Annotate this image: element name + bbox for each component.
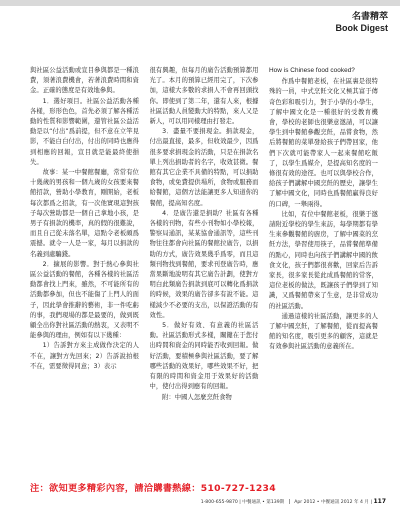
paragraph: 附：中國人怎麼烹飪食物 (162, 393, 232, 401)
hotline-notice: 注：欲知更多精彩內容，請洽購書熱線：510-727-1234 (30, 483, 276, 494)
text-column-2 (150, 66, 259, 439)
article-body (30, 66, 378, 439)
paragraph: 與社區公益活動或宣目參與都是一種浪費，須著浪費機會，若著浪費時間和資金。正確的態度是有效地參與。 (30, 67, 139, 95)
paragraph: 1）告訴對方來主成做作決定的人不在，讓對方先回來；2）告訴說拍根不在，需要徵得同意；3）表示 (30, 342, 139, 370)
paragraph: 4．是廣告還是捐助？社區有各種各樣的刊物，有些小刊物如小學校報，警察局通訊，某某協會通訊等，這些刊物往往都會向社區的餐館拉廣告，以捐助的方式，廣告效果幾乎爲零，而且這類刊物找到餐館，要求刊登廣告時，應當果斷地說明有其它廣告計劃，使對方明白此類廣告捐款到底可以轉化爲捐款的時候，效果的廣告卻多有說不能。這樣減少不必要的支出，以保證活動的有效性。 (149, 209, 259, 319)
text-column-3 (269, 66, 378, 439)
section-header (335, 12, 388, 34)
paragraph: 故事：某一中餐館餐廳，常常有位十幾歲的男孩和一個九歲的女孩要來餐館招款，營助小學教育，剛開始，老板每次都爲之招款，有一次他實現這對孩子每次營助都是一個自己拿地小孩，是男子有捐款的機率，真的假的很難說，而且自己從未落名單，這點令老板頗爲震撼。就令一人是一家，每月以捐款的名義到處騙錢。 (30, 169, 139, 258)
paragraph: 比如，有位中餐館老板，很樂于邀請附近學校的學生來訪，每學期都有學生來參觀餐館的廚房，了解中國菜的烹飪方法，學習使用筷子，品嘗餐館準備的點心，同時也向孩子們講解中國的飲食文化，孩子們都很喜歡，回家后告訴家長，很多家長從此成爲餐館的常客，這位老板的做法，既讓孩子們學到了知識，又爲餐館帶來了生意，是非常成功的社區活動。 (269, 210, 378, 310)
paragraph: 3．盡量不要捐現金。捐款現金，付出最直接，最多，但收效最少，因爲很多要求捐現金的活動，只是在捐款名單上列出捐助者的名字，收效甚微。餐館有其它企業不具備的特點，可以捐助食物，或免費提供場所，食物或服務而給餐館，這個方法能讓更多人知道你的餐館，提高知名度。 (149, 128, 259, 207)
section-title-en: Book Digest (335, 23, 388, 33)
footer-year: 2012 • 中餐通訊 (303, 500, 340, 505)
top-border (0, 0, 400, 6)
footer-magazine: | 中餐通訊 • 第139期 (239, 500, 285, 505)
section-title-zh: 名書精萃 (351, 12, 388, 22)
text-column-1 (30, 66, 139, 439)
footer-divider (289, 499, 290, 504)
paragraph: 通過這樣的社區活動，讓更多的人了解中國烹飪，了解餐館，從而提高餐館的知名度，吸引更多的顧客，這就是有效參與社區活動的意義所在。 (269, 312, 378, 351)
footer-date: 2012 年 4 月 | (340, 500, 372, 505)
paragraph: 很有興趣，但每月的廣告活動預算都用光了。本月的預算已經用完了，下次参加，這樣大多數的求捐人不會再回頭找你。即使到了第二年，還有人來，根據社區活動人員變動大的特點，來人又是新人，可以用同樣理由打發走。 (149, 67, 259, 126)
footer-phone: 1-800-655-9870 (200, 500, 238, 505)
page-number: 117 (373, 498, 386, 505)
page-footer (201, 498, 386, 505)
paragraph: 作爲中餐館老板，在社區裏是很特殊的一員，中式烹飪文化又極其富于傳奇色彩和吸引力，對于小學的小學生，了解中國文化是一種很好的受教育機會，學校的老師也很樂意邀請，可以讓學生到中餐館參觀烹飪，品嘗食物，然后將餐館的菜單發給孩子們帶回家，他們下次就可能帶家人一起來餐館吃飯了，以學生爲媒介，是提高知名度的一條很有效的途徑。也可以與學校合作，給孩子們講解中國烹飪的歷史，讓學生了解中國文化，同時也爲餐館贏得良好的口碑，一舉兩得。 (269, 78, 378, 208)
paragraph: 5．做好有效、有意義的社區活動。社區活動形式多樣，關鍵在于您付出時間和資金的同時能否收到回報。做好活動，要積極參與社區活動，要了解哪些活動的效果好，哪些效果不好，把有限的時間和資金用于效果好的活動中，使付出得到應有的回報。 (149, 322, 259, 391)
paragraph: 1．選好項目。社區公益活動各種各樣，形形色色，首先必須了解各種活動的性質和影響範圍，還管社區公益活動是以“付出”爲前提，但不意在立竿見影，不能白白付出，付出的同時也應得到相應的回報，宣目就是能最終使損失。 (30, 97, 139, 166)
article-subtitle: How is Chinese food cooked? (269, 67, 355, 74)
paragraph: 2．擴展的影響。對于熱心參與社區公益活動的餐館，各種各樣的社區活動都會找上門來，雖然，不可能所有的活動都參加，但也不能傷了上門人的面子，因此學會推辭的藝術，非一件吃虧的事，我們現場的都是最要的，做到既顧全出你對社區活動的熱衷，又表明不能參與的理由，例如有以下幾種： (30, 260, 139, 340)
footer-month: Apr (294, 500, 303, 505)
